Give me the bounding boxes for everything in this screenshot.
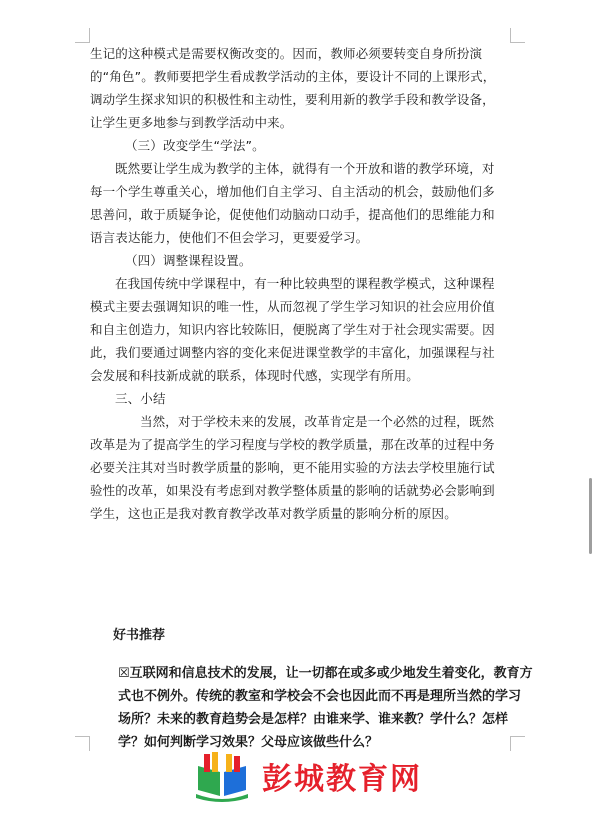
recommendation-title: 好书推荐 <box>113 628 166 643</box>
book-logo-icon <box>190 748 254 804</box>
crop-mark-top-right <box>510 28 525 43</box>
paragraph-conclusion: 当然，对于学校未来的发展，改革肯定是一个必然的过程，既然改革是为了提高学生的学习程度与学校的教学质量，那在改革的过程中务必要关注其对当时教学质量的影响，更不能用实验的方法去学校里施行试验性的改革，如果没有考虑到对教学整体质量的影响的话就势必会影响到学生，这也正是我对教育教学改革对教学质量的影响分析的原因。 <box>90 414 495 521</box>
logo-text: 彭城教育网 <box>262 762 422 797</box>
document-body <box>90 42 505 525</box>
section-heading-4: （四）调整课程设置。 <box>125 253 252 268</box>
paragraph-curriculum: 在我国传统中学课程中，有一种比较典型的课程教学模式，这种课程模式主要去强调知识的唯一性，从而忽视了学生学习知识的社会应用价值和自主创造力，知识内容比较陈旧，便脱离了学生对于社会现实需要。因此，我们要通过调整内容的变化来促进课堂教学的丰富化，加强课程与社会发展和科技新成就的联系，体现时代感，实现学有所用。 <box>90 276 495 383</box>
section-heading-3: （三）改变学生“学法”。 <box>125 138 265 153</box>
site-logo <box>190 746 422 806</box>
section-heading-summary: 三、小结 <box>115 391 166 406</box>
paragraph-continuation: 生记的这种模式是需要权衡改变的。因而，教师必须要转变自身所扮演的“角色”。教师要把学生看成教学活动的主体，要设计不同的上课形式，调动学生探求知识的积极性和主动性，要利用新的教学手段和教学设备，让学生更多地参与到教学活动中来。 <box>90 46 496 130</box>
crop-mark-bottom-left <box>75 736 90 751</box>
crop-mark-top-left <box>75 28 90 43</box>
scrollbar-thumb[interactable] <box>589 478 592 554</box>
recommendation-text: ☒互联网和信息技术的发展，让一切都在或多或少地发生着变化，教育方式也不例外。传统的教室和学校会不会也因此而不再是理所当然的学习场所？未来的教育趋势会是怎样？由谁来学、谁来教？学什么？怎样学？如何判断学习效果？父母应该做些什么？ <box>118 666 533 750</box>
paragraph-learning-method: 既然要让学生成为教学的主体，就得有一个开放和谐的教学环境，对每一个学生尊重关心，增加他们自主学习、自主活动的机会，鼓励他们多思善问，敢于质疑争论，促使他们动脑动口动手，提高他们的思维能力和语言表达能力，使他们不但会学习，更要爱学习。 <box>90 161 495 245</box>
